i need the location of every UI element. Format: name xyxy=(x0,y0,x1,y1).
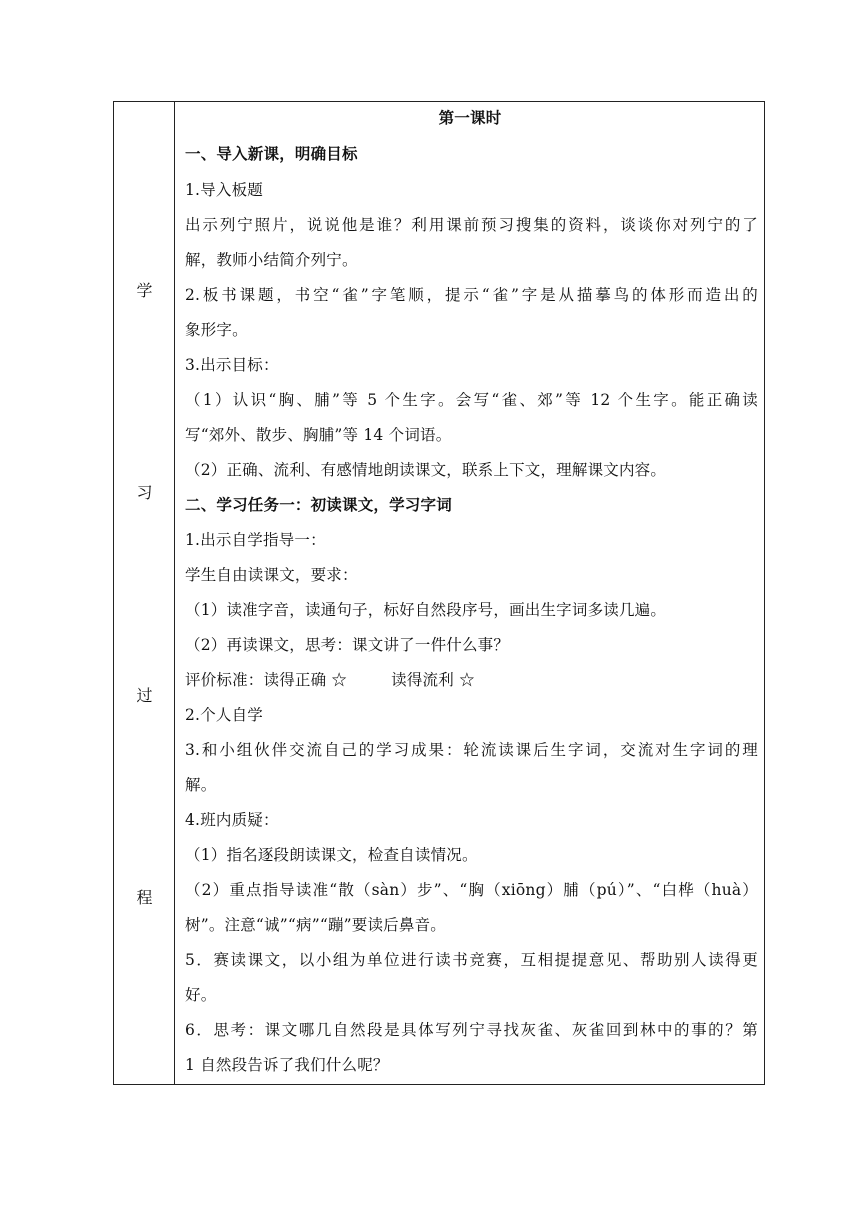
column-char: 过 xyxy=(136,686,153,705)
evaluation-fluent: 读得流利 ☆ xyxy=(391,671,475,689)
evaluation-correct: 评价标准：读得正确 ☆ xyxy=(185,671,348,689)
text-line: 好。 xyxy=(185,986,217,1004)
text-line: 5．赛读课文，以小组为单位进行读书竞赛，互相提提意见、帮助别人读得更 xyxy=(185,951,758,969)
lesson-content xyxy=(176,102,764,1084)
text-line: 解，教师小结简介列宁。 xyxy=(185,251,358,269)
text-line: 2.个人自学 xyxy=(185,706,263,724)
section-heading: 一、导入新课，明确目标 xyxy=(185,144,358,163)
text-line: 1.导入板题 xyxy=(185,181,263,199)
text-line: 写“郊外、散步、胸脯”等 14 个词语。 xyxy=(185,426,452,444)
text-line: （2）重点指导读准“散（sàn）步”、“胸（xiōng）脯（pú）”、“白桦（huà） xyxy=(185,881,758,899)
text-line: （1）读准字音，读通句子，标好自然段序号，画出生字词多读几遍。 xyxy=(185,601,667,619)
text-line: 1 自然段告诉了我们什么呢？ xyxy=(185,1056,389,1074)
text-line: 解。 xyxy=(185,776,217,794)
text-line: 3.和小组伙伴交流自己的学习成果：轮流读课后生字词，交流对生字词的理 xyxy=(185,741,758,759)
text-line: 4.班内质疑： xyxy=(185,811,279,829)
lesson-title: 第一课时 xyxy=(438,108,502,127)
column-char: 程 xyxy=(136,888,153,907)
text-line: （1）指名逐段朗读课文，检查自读情况。 xyxy=(185,846,478,864)
text-line: 象形字。 xyxy=(185,321,248,339)
column-char: 学 xyxy=(136,281,153,300)
text-line: （2）再读课文，思考：课文讲了一件什么事？ xyxy=(185,636,510,654)
text-line: （2）正确、流利、有感情地朗读课文，联系上下文，理解课文内容。 xyxy=(185,461,667,479)
evaluation-line xyxy=(185,670,758,690)
text-line: 2.板书课题，书空“雀”字笔顺，提示“雀”字是从描摹鸟的体形而造出的 xyxy=(185,286,758,304)
text-line: 树”。注意“诚”“病”“蹦”要读后鼻音。 xyxy=(185,916,446,934)
lesson-table xyxy=(113,101,765,1085)
text-line: （1）认识“胸、脯”等 5 个生字。会写“雀、郊”等 12 个生字。能正确读 xyxy=(185,391,758,409)
text-line: 3.出示目标： xyxy=(185,356,279,374)
section-heading: 二、学习任务一：初读课文，学习字词 xyxy=(185,495,452,514)
text-line: 出示列宁照片，说说他是谁？利用课前预习搜集的资料，谈谈你对列宁的了 xyxy=(185,216,758,234)
text-line: 6．思考：课文哪几自然段是具体写列宁寻找灰雀、灰雀回到林中的事的？第 xyxy=(185,1021,758,1039)
text-line: 学生自由读课文，要求： xyxy=(185,566,358,584)
column-char: 习 xyxy=(136,483,153,502)
text-line: 1.出示自学指导一： xyxy=(185,531,326,549)
process-label-column xyxy=(114,102,175,1084)
